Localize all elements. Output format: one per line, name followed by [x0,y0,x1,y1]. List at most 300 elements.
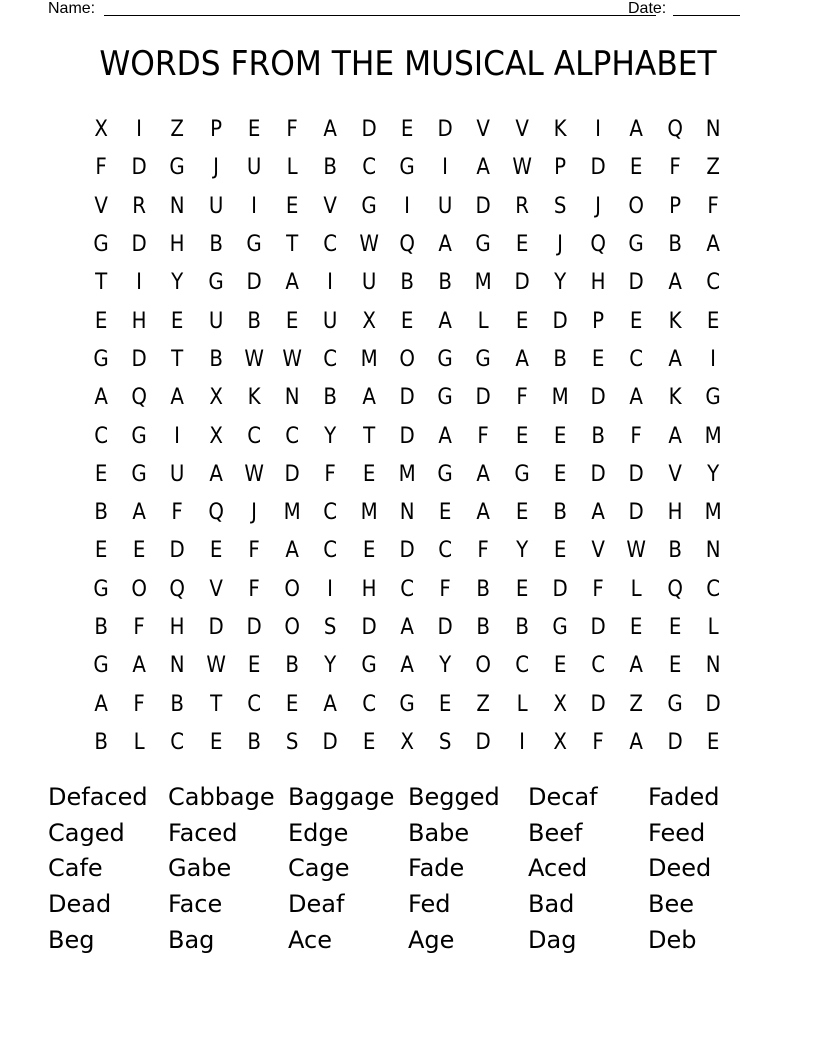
grid-letter: G [628,232,645,258]
grid-letter: A [629,729,644,755]
grid-letter: G [514,461,530,487]
grid-letter: Y [553,270,566,296]
grid-letter: B [247,308,261,334]
grid-letter: M [704,423,722,449]
grid-letter: V [476,117,491,143]
grid-letter: B [400,270,414,296]
word-list-item: Dag [528,925,577,954]
grid-letter: A [94,385,108,411]
grid-letter: Y [324,423,337,449]
grid-letter: E [668,653,681,679]
word-list [48,780,768,958]
word-list-item: Baggage [288,783,395,812]
grid-letter: B [170,691,185,717]
grid-letter: R [514,193,529,219]
grid-letter: W [244,346,264,372]
grid-letter: D [590,615,606,640]
grid-letter: A [400,653,414,679]
grid-letter: H [590,270,606,296]
grid-letter: X [553,691,567,717]
word-list-item: Face [168,890,223,919]
grid-letter: L [133,729,145,755]
grid-letter: D [628,270,645,296]
grid-letter: A [170,385,185,411]
grid-letter: D [131,232,147,258]
grid-letter: A [94,691,108,717]
grid-letter: B [667,538,682,564]
grid-letter: F [171,500,184,526]
grid-letter: U [437,193,453,219]
grid-letter: D [475,385,492,411]
grid-letter: X [94,117,108,143]
grid-letter: G [399,691,415,717]
grid-letter: D [628,500,645,526]
grid-letter: F [515,385,528,411]
grid-letter: W [206,653,226,679]
grid-letter: D [475,729,492,755]
grid-letter: B [94,729,108,755]
grid-letter: Y [706,461,719,487]
grid-letter: E [94,308,108,334]
grid-letter: S [285,729,299,755]
grid-letter: F [439,576,451,602]
grid-letter: A [400,615,414,640]
grid-letter: T [362,423,375,449]
grid-letter: A [209,461,223,487]
word-list-item: Defaced [48,783,148,812]
grid-letter: Q [666,117,683,143]
grid-letter: V [94,193,108,219]
word-list-item: Begged [408,783,500,812]
grid-letter: E [94,538,108,564]
grid-letter: C [361,691,376,717]
grid-letter: I [595,117,602,143]
grid-letter: A [438,232,452,258]
grid-letter: B [438,270,453,296]
grid-letter: A [629,653,644,679]
grid-letter: G [361,193,377,219]
grid-letter: B [323,155,338,181]
grid-letter: C [705,270,720,296]
grid-letter: F [95,155,107,181]
grid-letter: A [629,385,644,411]
grid-letter: S [438,729,452,755]
grid-letter: V [667,461,682,487]
grid-letter: M [360,346,378,372]
grid-letter: A [514,346,529,372]
grid-letter: A [667,346,682,372]
grid-letter: G [131,423,148,449]
grid-letter: L [286,155,298,181]
grid-letter: L [516,691,528,717]
grid-letter: C [514,653,529,679]
grid-letter: T [209,691,222,717]
grid-letter: T [95,270,108,296]
grid-row [82,532,732,570]
grid-letter: D [590,385,606,411]
grid-letter: B [247,729,261,755]
grid-letter: V [323,193,338,219]
grid-row [82,302,732,340]
grid-letter: D [705,691,721,717]
word-list-item: Caged [48,818,125,847]
grid-letter: E [630,308,643,334]
grid-letter: P [668,193,681,219]
page-title: WORDS FROM THE MUSICAL ALPHABET [99,44,717,84]
grid-letter: F [133,615,146,640]
grid-letter: D [475,193,492,219]
grid-row [82,456,732,494]
grid-letter: L [477,308,489,334]
grid-letter: G [93,576,109,602]
grid-letter: Y [324,653,337,679]
grid-letter: H [667,500,683,526]
word-list-item: Babe [408,818,470,847]
grid-letter: H [131,308,147,334]
grid-letter: E [553,423,567,449]
grid-letter: Y [515,538,528,564]
grid-letter: I [174,423,181,449]
grid-letter: B [553,500,567,526]
grid-letter: D [437,117,453,143]
word-list-item: Deaf [288,890,345,919]
grid-row [82,226,732,264]
grid-letter: A [438,308,452,334]
grid-letter: D [552,308,568,334]
grid-letter: E [706,729,720,755]
grid-letter: E [247,653,261,679]
grid-letter: E [553,461,567,487]
grid-letter: C [400,576,414,602]
grid-letter: A [667,423,682,449]
word-list-item: Aced [528,854,588,883]
grid-letter: X [209,385,223,411]
grid-letter: P [553,155,566,181]
grid-letter: H [170,615,186,640]
grid-letter: I [327,270,334,296]
grid-letter: G [246,232,262,258]
word-list-item: Bag [168,925,215,954]
grid-letter: Z [629,691,644,717]
grid-letter: F [592,576,604,602]
word-list-item: Gabe [168,854,232,883]
grid-letter: D [628,461,645,487]
grid-letter: Q [590,232,606,258]
grid-letter: D [131,346,147,372]
grid-letter: G [475,346,492,372]
word-list-item: Bad [528,890,575,919]
grid-letter: S [324,615,337,640]
letter-grid [82,111,732,762]
grid-letter: U [170,461,185,487]
grid-letter: G [93,232,109,258]
grid-letter: D [131,155,147,181]
word-list-item: Fed [408,890,451,919]
grid-letter: C [247,691,261,717]
grid-letter: B [476,576,491,602]
grid-letter: O [399,346,415,372]
grid-letter: E [706,308,720,334]
grid-letter: B [514,615,529,640]
word-list-item: Cabbage [168,783,275,812]
grid-row [82,379,732,417]
grid-letter: N [399,500,415,526]
grid-letter: G [552,615,568,640]
grid-letter: N [705,653,721,679]
grid-letter: U [246,155,262,181]
grid-letter: B [323,385,338,411]
grid-letter: A [667,270,682,296]
grid-letter: D [169,538,186,564]
grid-letter: W [511,155,532,181]
grid-letter: G [437,385,453,411]
grid-letter: H [361,576,377,602]
grid-letter: J [212,155,219,181]
grid-letter: B [94,615,108,640]
grid-row [82,685,732,723]
grid-letter: M [551,385,569,411]
grid-letter: D [399,538,415,564]
grid-letter: Y [171,270,184,296]
grid-letter: E [515,576,528,602]
grid-letter: C [323,500,338,526]
grid-letter: B [553,346,567,372]
grid-letter: C [170,729,185,755]
grid-letter: F [248,538,260,564]
grid-letter: G [131,461,148,487]
grid-letter: E [630,155,643,181]
grid-letter: C [705,576,720,602]
grid-letter: K [247,385,261,411]
grid-letter: A [591,500,605,526]
grid-letter: W [244,461,264,487]
grid-letter: N [170,653,185,679]
grid-letter: C [591,653,606,679]
grid-letter: B [476,615,491,640]
grid-row [82,609,732,647]
grid-letter: E [209,538,223,564]
grid-row [82,647,732,685]
grid-letter: O [284,576,301,602]
grid-letter: F [707,193,719,219]
grid-letter: I [251,193,257,219]
name-blank-line [104,15,656,16]
grid-letter: D [399,423,415,449]
grid-letter: O [284,615,301,640]
grid-letter: C [323,346,338,372]
grid-letter: W [358,232,379,258]
grid-letter: G [437,346,453,372]
word-list-row [48,887,768,923]
grid-letter: B [591,423,605,449]
grid-letter: E [286,691,299,717]
grid-letter: Z [706,155,720,181]
grid-letter: E [286,193,299,219]
grid-letter: G [93,653,109,679]
grid-row [82,571,732,609]
word-list-row [48,816,768,852]
grid-row [82,724,732,762]
grid-letter: M [283,500,301,526]
grid-letter: D [322,729,339,755]
grid-letter: C [323,538,338,564]
grid-letter: F [286,117,298,143]
grid-letter: C [438,538,453,564]
grid-letter: W [282,346,303,372]
grid-letter: E [515,232,528,258]
word-list-item: Age [408,925,455,954]
grid-letter: U [208,193,224,219]
grid-letter: A [323,117,338,143]
word-list-item: Fade [408,854,465,883]
grid-letter: Z [476,691,491,717]
grid-letter: G [361,653,377,679]
grid-letter: E [362,461,376,487]
grid-letter: E [133,538,146,564]
grid-letter: A [285,538,300,564]
word-list-item: Edge [288,818,349,847]
grid-letter: A [476,155,491,181]
grid-letter: E [286,308,299,334]
word-list-item: Feed [648,818,706,847]
grid-letter: Q [399,232,415,258]
grid-letter: T [171,346,184,372]
word-list-item: Beef [528,818,583,847]
grid-letter: J [251,500,257,526]
grid-row [82,188,732,226]
word-list-item: Deed [648,854,712,883]
word-list-item: Beg [48,925,95,954]
grid-letter: K [553,117,567,143]
grid-letter: D [399,385,415,411]
grid-letter: G [666,691,683,717]
grid-letter: N [705,117,721,143]
grid-letter: D [284,461,300,487]
grid-letter: E [400,117,414,143]
grid-letter: V [591,538,605,564]
grid-row [82,111,732,149]
word-list-item: Cage [288,854,350,883]
grid-letter: W [626,538,647,564]
grid-letter: X [209,423,223,449]
grid-letter: I [327,576,334,602]
grid-letter: U [323,308,338,334]
grid-letter: M [360,500,378,526]
grid-letter: D [208,615,224,640]
grid-letter: G [93,346,109,372]
grid-letter: D [437,615,453,640]
word-list-item: Ace [288,925,332,954]
grid-letter: G [169,155,186,181]
grid-letter: D [552,576,568,602]
grid-row [82,417,732,455]
grid-letter: E [515,500,528,526]
grid-letter: K [668,385,682,411]
grid-letter: G [399,155,415,181]
grid-letter: F [630,423,643,449]
grid-letter: G [437,461,453,487]
grid-letter: E [668,615,681,640]
grid-letter: M [474,270,493,296]
grid-letter: M [704,500,722,526]
grid-letter: F [477,538,490,564]
grid-letter: F [477,423,490,449]
grid-row [82,264,732,302]
grid-letter: E [553,653,567,679]
grid-letter: X [361,308,376,334]
grid-letter: A [476,500,491,526]
grid-letter: Z [170,117,185,143]
grid-letter: E [209,729,223,755]
grid-letter: B [285,653,300,679]
grid-letter: O [475,653,492,679]
grid-letter: E [400,308,414,334]
grid-letter: A [323,691,338,717]
grid-letter: X [553,729,567,755]
word-list-item: Faced [168,818,238,847]
grid-letter: E [630,615,643,640]
grid-letter: R [132,193,147,219]
grid-letter: F [668,155,681,181]
grid-letter: C [285,423,300,449]
grid-letter: C [361,155,376,181]
grid-letter: C [94,423,109,449]
grid-letter: C [247,423,261,449]
grid-letter: E [553,538,567,564]
word-list-item: Decaf [528,783,598,812]
grid-row [82,149,732,187]
grid-letter: J [595,193,602,219]
word-list-item: Faded [648,783,720,812]
word-list-item: Deb [648,925,697,954]
grid-letter: F [248,576,260,602]
grid-letter: G [705,385,721,411]
word-list-item: Cafe [48,854,103,883]
grid-letter: T [286,232,299,258]
grid-letter: E [438,691,452,717]
grid-letter: D [361,615,377,640]
grid-letter: D [590,691,606,717]
word-list-item: Bee [648,890,694,919]
grid-letter: D [590,155,606,181]
grid-letter: N [284,385,300,411]
name-label: Name: [48,0,96,17]
grid-row [82,494,732,532]
word-list-item: Dead [48,890,112,919]
grid-letter: I [442,155,449,181]
word-list-row [48,851,768,887]
grid-letter: Q [666,576,683,602]
grid-letter: A [706,232,720,258]
grid-letter: K [668,308,682,334]
grid-letter: Q [169,576,186,602]
grid-letter: S [553,193,567,219]
grid-letter: B [209,232,223,258]
grid-letter: B [94,500,108,526]
grid-letter: L [630,576,642,602]
grid-letter: L [707,615,719,640]
grid-letter: I [518,729,525,755]
grid-letter: C [323,232,338,258]
date-label: Date: [628,0,667,17]
grid-letter: D [667,729,683,755]
grid-letter: N [705,538,721,564]
grid-letter: H [170,232,186,258]
grid-letter: E [247,117,261,143]
grid-letter: F [133,691,146,717]
grid-letter: D [514,270,530,296]
grid-letter: G [475,232,492,258]
